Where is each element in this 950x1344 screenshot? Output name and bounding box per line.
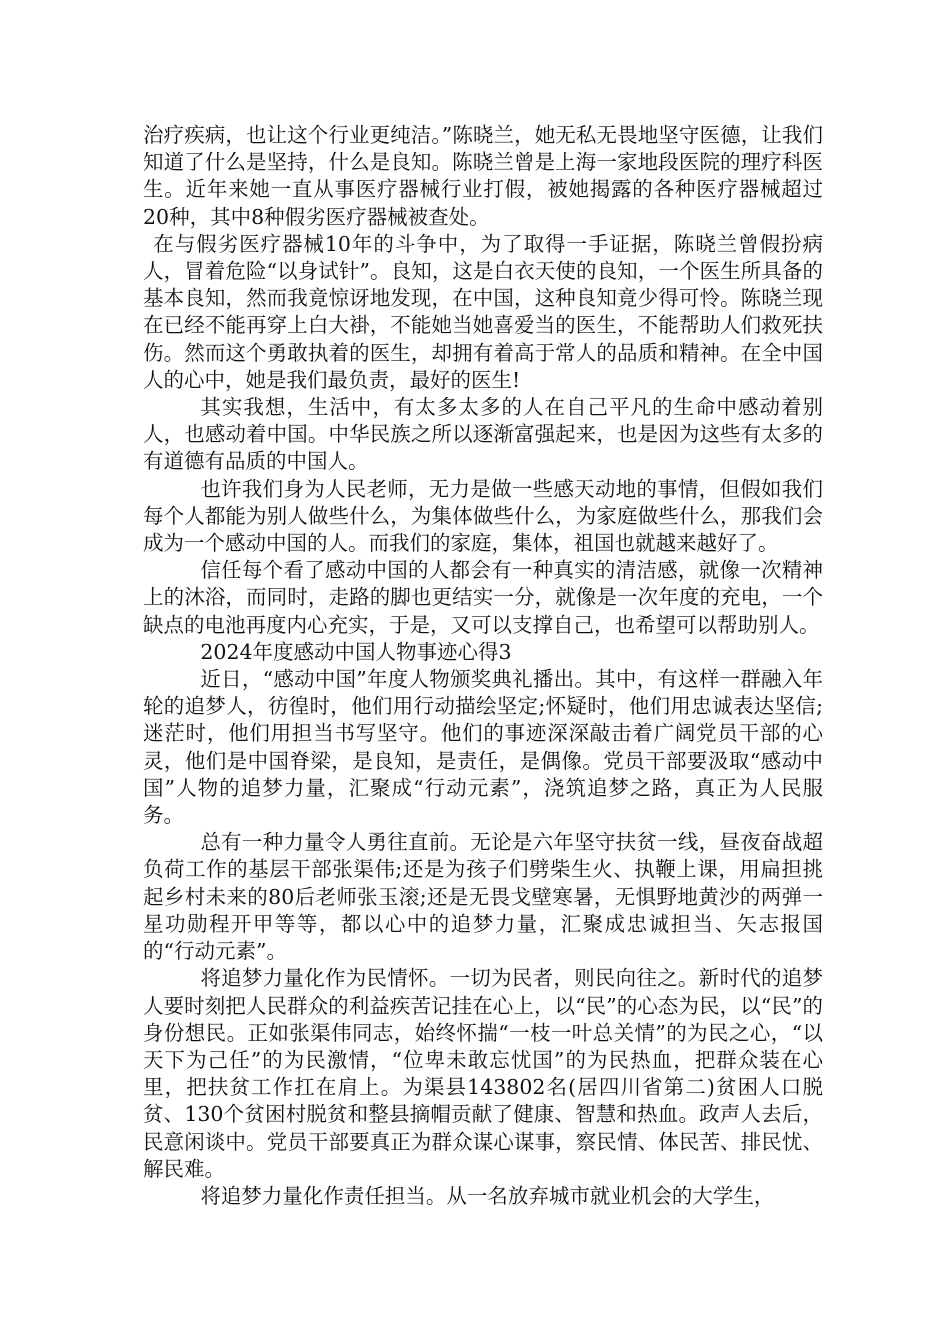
document-body: [143, 122, 823, 1210]
paragraph-5: 信任每个看了感动中国的人都会有一种真实的清洁感，就像一次精神上的沐浴，而同时，走路的脚也更结实一分，就像是一次年度的充电，一个缺点的电池再度内心充实，于是，又可以支撑自己，也希望可以帮助别人。: [143, 558, 823, 637]
paragraph-6: 近日，“感动中国”年度人物颁奖典礼播出。其中，有这样一群融入年轮的追梦人，彷徨时，他们用行动描绘坚定;怀疑时，他们用忠诚表达坚信;迷茫时，他们用担当书写坚守。他们的事迹深深敲击着广阔党员干部的心灵，他们是中国脊梁，是良知，是责任，是偶像。党员干部要汲取“感动中国”人物的追梦力量，汇聚成“行动元素”，浇筑追梦之路，真正为人民服务。: [143, 667, 823, 828]
paragraph-4: 也许我们身为人民老师，无力是做一些感天动地的事情，但假如我们每个人都能为别人做些什么，为集体做些什么，为家庭做些什么，那我们会成为一个感动中国的人。而我们的家庭，集体，祖国也就越来越好了。: [143, 476, 823, 556]
paragraph-8: 将追梦力量化作为民情怀。一切为民者，则民向往之。新时代的追梦人要时刻把人民群众的利益疾苦记挂在心上，以“民”的心态为民，以“民”的身份想民。正如张渠伟同志，始终怀揣“一枝一叶总关情”的为民之心，“以天下为己任”的为民激情，“位卑未敢忘忧国”的为民热血，把群众装在心里，把扶贫工作扛在肩上。为渠县143802名(居四川省第二)贫困人口脱贫、130个贫困村脱贫和整县摘帽贡献了健康、智慧和热血。政声人去后，民意闲谈中。党员干部要真正为群众谋心谋事，察民情、体民苦、排民忧、解民难。: [143, 966, 823, 1181]
paragraph-2: 在与假劣医疗器械10年的斗争中，为了取得一手证据，陈晓兰曾假扮病人，冒着危险“以身试针”。良知，这是白衣天使的良知，一个医生所具备的基本良知，然而我竟惊讶地发现，在中国，这种良知竟少得可怜。陈晓兰现在已经不能再穿上白大褂，不能她当她喜爱当的医生，不能帮助人们救死扶伤。然而这个勇敢执着的医生，却拥有着高于常人的品质和精神。在全中国人的心中，她是我们最负责，最好的医生!: [143, 231, 823, 392]
paragraph-3: 其实我想，生活中，有太多太多的人在自己平凡的生命中感动着别人，也感动着中国。中华民族之所以逐渐富强起来，也是因为这些有太多的有道德有品质的中国人。: [143, 395, 823, 474]
section-heading: 2024年度感动中国人物事迹心得3: [200, 639, 512, 664]
paragraph-9: 将追梦力量化作责任担当。从一名放弃城市就业机会的大学生，: [200, 1183, 775, 1208]
paragraph-1: 治疗疾病，也让这个行业更纯洁。”陈晓兰，她无私无畏地坚守医德，让我们知道了什么是坚持，什么是良知。陈晓兰曾是上海一家地段医院的理疗科医生。近年来她一直从事医疗器械行业打假，被她揭露的各种医疗器械超过20种，其中8种假劣医疗器械被查处。: [143, 123, 823, 229]
paragraph-7: 总有一种力量令人勇往直前。无论是六年坚守扶贫一线，昼夜奋战超负荷工作的基层干部张渠伟;还是为孩子们劈柴生火、执鞭上课，用扁担挑起乡村未来的80后老师张玉滚;还是无畏戈壁寒暑，无惧野地黄沙的两弹一星功勋程开甲等等，都以心中的追梦力量，汇聚成忠诚担当、矢志报国的“行动元素”。: [143, 830, 823, 964]
